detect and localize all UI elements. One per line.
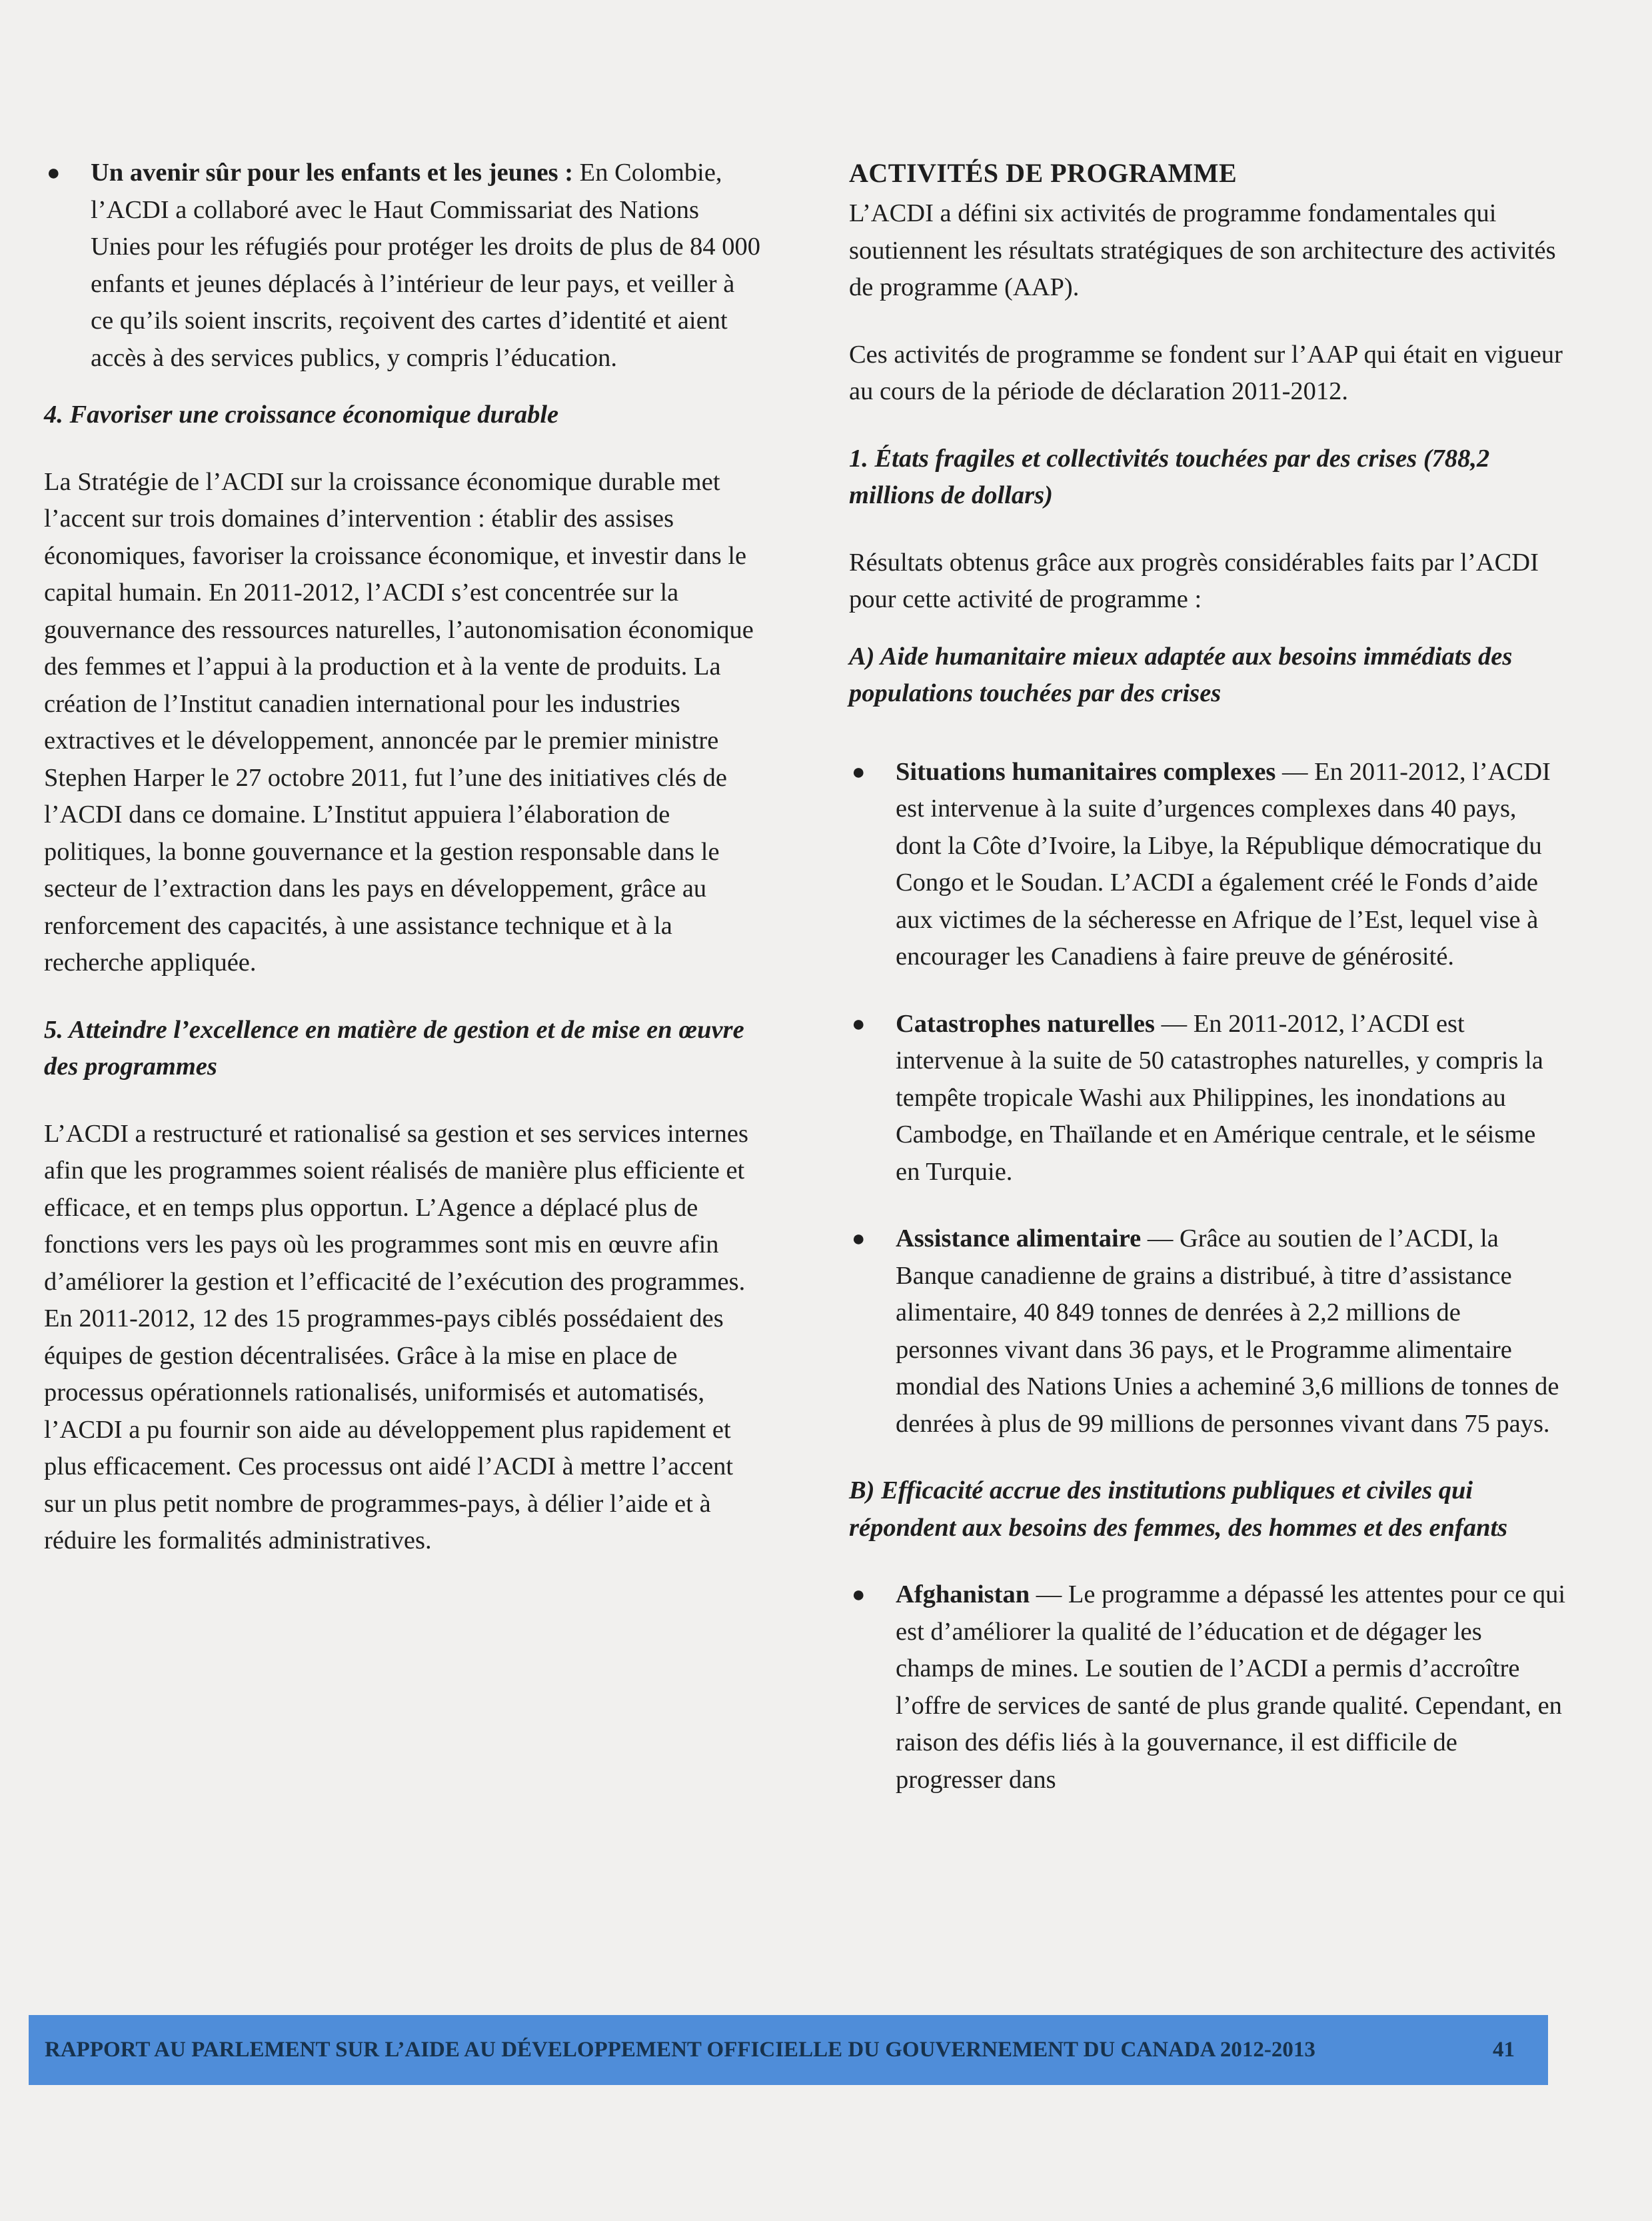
bullet-title: Afghanistan	[896, 1580, 1030, 1608]
bullet-text: — En 2011-2012, l’ACDI est intervenue à la suite d’urgences complexes dans 40 pays, dont la Côte d’Ivoire, la Libye, la République démocratique du Congo et le Soudan. L’ACDI a également créé le Fonds d’aide aux victimes de la sécheresse en Afrique de l’Est, lequel vise à encourager les Canadiens à faire preuve de générosité.	[896, 757, 1551, 971]
footer-title: RAPPORT AU PARLEMENT SUR L’AIDE AU DÉVELOPPEMENT OFFICIELLE DU GOUVERNEMENT DU CANADA 2012-2013	[45, 2038, 1315, 2062]
intro-paragraph-2: Ces activités de programme se fondent sur l’AAP qui était en vigueur au cours de la période de déclaration 2011-2012.	[849, 340, 1563, 405]
bullet-title: Un avenir sûr pour les enfants et les jeunes :	[91, 159, 574, 187]
bullet-icon: ●	[852, 759, 866, 785]
page-section-title: ACTIVITÉS DE PROGRAMME	[849, 158, 1238, 188]
page-number: 41	[1493, 2038, 1515, 2062]
left-column	[44, 155, 762, 1560]
bullet-text: — Grâce au soutien de l’ACDI, la Banque canadienne de grains a distribué, à titre d’assistance alimentaire, 40 849 tonnes de denrées à 2,2 millions de personnes vivant dans 36 pays, et le Programme alimentaire mondial des Nations Unies a acheminé 3,6 millions de tonnes de denrées à plus de 99 millions de personnes vivant dans 75 pays.	[896, 1224, 1559, 1438]
paragraph-management-b: En 2011-2012, 12 des 15 programmes-pays ciblés possédaient des équipes de gestion décentralisées. Grâce à la mise en place de processus opérationnels rationalisés, uniformisés et automatisés, l’ACDI a pu fournir son aide au développement plus rapidement et plus efficacement. Ces processus ont aidé l’ACDI à mettre l’accent sur un plus petit nombre de programmes-pays, à délier l’aide et à réduire les formalités administratives.	[44, 1304, 734, 1554]
bullet-icon: ●	[852, 1226, 866, 1251]
bullet-title: Catastrophes naturelles	[896, 1009, 1155, 1038]
intro-paragraph-1: L’ACDI a défini six activités de programme fondamentales qui soutiennent les résultats stratégiques de son architecture des activités de programme (AAP).	[849, 199, 1556, 301]
bullet-icon: ●	[852, 1582, 866, 1607]
bullet-text: En Colombie, l’ACDI a collaboré avec le Haut Commissariat des Nations Unies pour les réfugiés pour protéger les droits de plus de 84 000 enfants et jeunes déplacés à l’intérieur de leur pays, et veiller à ce qu’ils soient inscrits, reçoivent des cartes d’identité et aient accès à des services publics, y compris l’éducation.	[91, 159, 761, 372]
list-item	[849, 754, 1566, 976]
results-paragraph: Résultats obtenus grâce aux progrès considérables faits par l’ACDI pour cette activité de programme :	[849, 548, 1539, 613]
bullet-icon: ●	[852, 1011, 866, 1037]
bullet-title: Situations humanitaires complexes	[896, 757, 1276, 786]
bullet-title: Assistance alimentaire	[896, 1224, 1142, 1252]
bullet-icon: ●	[47, 161, 61, 185]
bullet-text: — Le programme a dépassé les attentes pour ce qui est d’améliorer la qualité de l’éducation et de dégager les champs de mines. Le soutien de l’ACDI a permis d’accroître l’offre de services de santé de plus grande qualité. Cependant, en raison des défis liés à la gouvernance, il est difficile de progresser dans	[896, 1580, 1566, 1794]
list-item	[849, 1006, 1566, 1191]
bullet-text: — En 2011-2012, l’ACDI est intervenue à la suite de 50 catastrophes naturelles, y compris la tempête tropicale Washi aux Philippines, les inondations au Cambodge, en Thaïlande et en Amérique centrale, et le séisme en Turquie.	[896, 1009, 1543, 1186]
paragraph-growth: La Stratégie de l’ACDI sur la croissance économique durable met l’accent sur trois domaines d’intervention : établir des assises économiques, favoriser la croissance économique, et investir dans le capital humain. En 2011-2012, l’ACDI s’est concentrée sur la gouvernance des ressources naturelles, l’autonomisation économique des femmes et l’appui à la production et à la vente de produits. La création de l’Institut canadien international pour les industries extractives et le développement, annoncée par le premier ministre Stephen Harper le 27 octobre 2011, fut l’une des initiatives clés de l’ACDI dans ce domaine. L’Institut appuiera l’élaboration de politiques, la bonne gouvernance et la gestion responsable dans le secteur de l’extraction dans les pays en développement, grâce au renforcement des capacités, à une assistance technique et à la recherche appliquée.	[44, 467, 754, 977]
list-item	[849, 1220, 1566, 1442]
activity-heading-1: 1. États fragiles et collectivités touchées par des crises (788,2 millions de dollars)	[849, 444, 1490, 509]
list-item	[44, 155, 762, 377]
subheading-b: B) Efficacité accrue des institutions publiques et civiles qui répondent aux besoins des femmes, des hommes et des enfants	[849, 1476, 1508, 1542]
section-heading-4: 4. Favoriser une croissance économique durable	[44, 401, 559, 429]
section-heading-5: 5. Atteindre l’excellence en matière de gestion et de mise en œuvre des programmes	[44, 1015, 744, 1081]
paragraph-management-a: L’ACDI a restructuré et rationalisé sa gestion et ses services internes afin que les programmes soient réalisés de manière plus efficiente et efficace, et en temps plus opportun. L’Agence a déplacé plus de fonctions vers les pays où les programmes sont mis en œuvre afin d’améliorer la gestion et l’efficacité de l’exécution des programmes.	[44, 1119, 748, 1296]
list-item	[849, 1576, 1566, 1798]
right-column	[849, 155, 1566, 1798]
subheading-a: A) Aide humanitaire mieux adaptée aux besoins immédiats des populations touchées par des crises	[849, 642, 1513, 707]
page-footer	[29, 2015, 1548, 2085]
